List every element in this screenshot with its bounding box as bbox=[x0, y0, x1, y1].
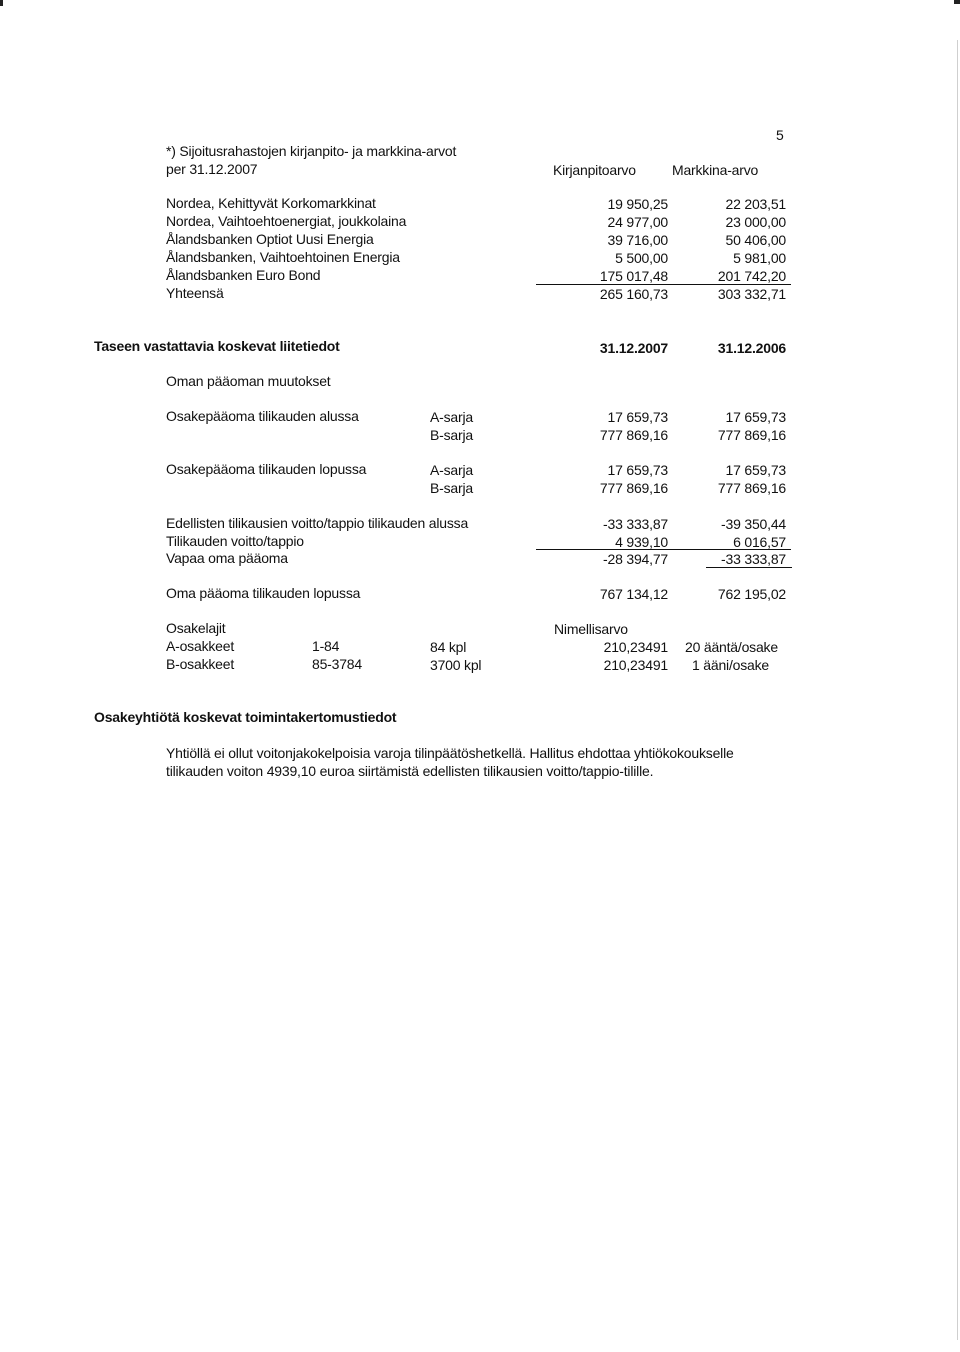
value-2007: 777 869,16 bbox=[599, 427, 668, 443]
equity-end-label: Oma pääoma tilikauden lopussa bbox=[166, 585, 361, 601]
share-count: 3700 kpl bbox=[430, 657, 482, 673]
value-2007: 17 659,73 bbox=[607, 462, 668, 478]
col-header-2007: 31.12.2007 bbox=[599, 340, 668, 356]
fund-row-market: 50 406,00 bbox=[725, 232, 786, 248]
value-2007: 17 659,73 bbox=[607, 409, 668, 425]
fund-row-market: 22 203,51 bbox=[725, 196, 786, 212]
share-nominal: 210,23491 bbox=[603, 657, 668, 673]
fund-row-book: 24 977,00 bbox=[607, 214, 668, 230]
scan-edge-right bbox=[957, 40, 958, 1340]
value-2006: 777 869,16 bbox=[717, 427, 786, 443]
free-equity-rule-right bbox=[706, 567, 792, 568]
share-nominal: 210,23491 bbox=[603, 639, 668, 655]
share-range: 1-84 bbox=[312, 638, 340, 654]
balance-heading: Taseen vastattavia koskevat liitetiedot bbox=[94, 338, 340, 354]
col-header-book-value: Kirjanpitoarvo bbox=[553, 162, 636, 178]
free-equity-label: Vapaa oma pääoma bbox=[166, 550, 288, 566]
scan-edge-top-right bbox=[954, 0, 960, 4]
value-2006: 17 659,73 bbox=[725, 409, 786, 425]
equity-end-2007: 767 134,12 bbox=[599, 586, 668, 602]
page-number: 5 bbox=[776, 127, 784, 143]
share-classes-label: Osakelajit bbox=[166, 620, 226, 636]
value-2006: 17 659,73 bbox=[725, 462, 786, 478]
fund-row-name: Ålandsbanken, Vaihtoehtoinen Energia bbox=[166, 249, 400, 265]
fund-row-market: 23 000,00 bbox=[725, 214, 786, 230]
period-profit-2006: 6 016,57 bbox=[733, 534, 786, 550]
fund-note-line1: *) Sijoitusrahastojen kirjanpito- ja markkina-arvot bbox=[166, 143, 457, 159]
period-profit-label: Tilikauden voitto/tappio bbox=[166, 533, 304, 549]
scan-edge-top-left bbox=[0, 0, 3, 6]
series-label: B-sarja bbox=[430, 480, 473, 496]
share-type: B-osakkeet bbox=[166, 656, 235, 672]
company-report-line1: Yhtiöllä ei ollut voitonjakokelpoisia varoja tilinpäätöshetkellä. Hallitus ehdottaa yhtiökokoukselle bbox=[166, 745, 734, 761]
share-count: 84 kpl bbox=[430, 639, 467, 655]
share-capital-end-label: Osakepääoma tilikauden lopussa bbox=[166, 461, 367, 477]
free-equity-2007: -28 394,77 bbox=[603, 551, 668, 567]
series-label: A-sarja bbox=[430, 409, 473, 425]
value-2007: 777 869,16 bbox=[599, 480, 668, 496]
equity-changes-subheading: Oman pääoman muutokset bbox=[166, 373, 331, 389]
fund-row-name: Nordea, Vaihtoehtoenergiat, joukkolaina bbox=[166, 213, 407, 229]
period-profit-2007: 4 939,10 bbox=[615, 534, 668, 550]
retained-earnings-label: Edellisten tilikausien voitto/tappio tilikauden alussa bbox=[166, 515, 469, 531]
free-equity-rule bbox=[536, 549, 791, 550]
nominal-value-header: Nimellisarvo bbox=[554, 621, 628, 637]
value-2006: 777 869,16 bbox=[717, 480, 786, 496]
share-type: A-osakkeet bbox=[166, 638, 235, 654]
fund-note-line2: per 31.12.2007 bbox=[166, 161, 258, 177]
col-header-market-value: Markkina-arvo bbox=[672, 162, 759, 178]
fund-row-name: Nordea, Kehittyvät Korkomarkkinat bbox=[166, 195, 376, 211]
fund-total-book: 265 160,73 bbox=[599, 286, 668, 302]
retained-earnings-2007: -33 333,87 bbox=[603, 516, 668, 532]
series-label: B-sarja bbox=[430, 427, 473, 443]
share-capital-start-label: Osakepääoma tilikauden alussa bbox=[166, 408, 359, 424]
fund-row-book: 5 500,00 bbox=[615, 250, 668, 266]
company-report-heading: Osakeyhtiötä koskevat toimintakertomustiedot bbox=[94, 709, 397, 725]
fund-row-market: 5 981,00 bbox=[733, 250, 786, 266]
col-header-2006: 31.12.2006 bbox=[717, 340, 786, 356]
fund-row-book: 175 017,48 bbox=[599, 268, 668, 284]
fund-total-label: Yhteensä bbox=[166, 285, 224, 301]
fund-row-market: 201 742,20 bbox=[717, 268, 786, 284]
equity-end-2006: 762 195,02 bbox=[717, 586, 786, 602]
fund-row-name: Ålandsbanken Euro Bond bbox=[166, 267, 321, 283]
share-votes: 20 ääntä/osake bbox=[685, 639, 778, 655]
fund-row-name: Ålandsbanken Optiot Uusi Energia bbox=[166, 231, 374, 247]
retained-earnings-2006: -39 350,44 bbox=[721, 516, 786, 532]
free-equity-2006: -33 333,87 bbox=[721, 551, 786, 567]
fund-row-book: 39 716,00 bbox=[607, 232, 668, 248]
fund-total-rule bbox=[536, 284, 791, 285]
share-range: 85-3784 bbox=[312, 656, 362, 672]
share-votes: 1 ääni/osake bbox=[692, 657, 769, 673]
series-label: A-sarja bbox=[430, 462, 473, 478]
fund-total-market: 303 332,71 bbox=[717, 286, 786, 302]
fund-row-book: 19 950,25 bbox=[607, 196, 668, 212]
company-report-line2: tilikauden voiton 4939,10 euroa siirtämistä edellisten tilikausien voitto/tappio-tilille. bbox=[166, 763, 654, 779]
